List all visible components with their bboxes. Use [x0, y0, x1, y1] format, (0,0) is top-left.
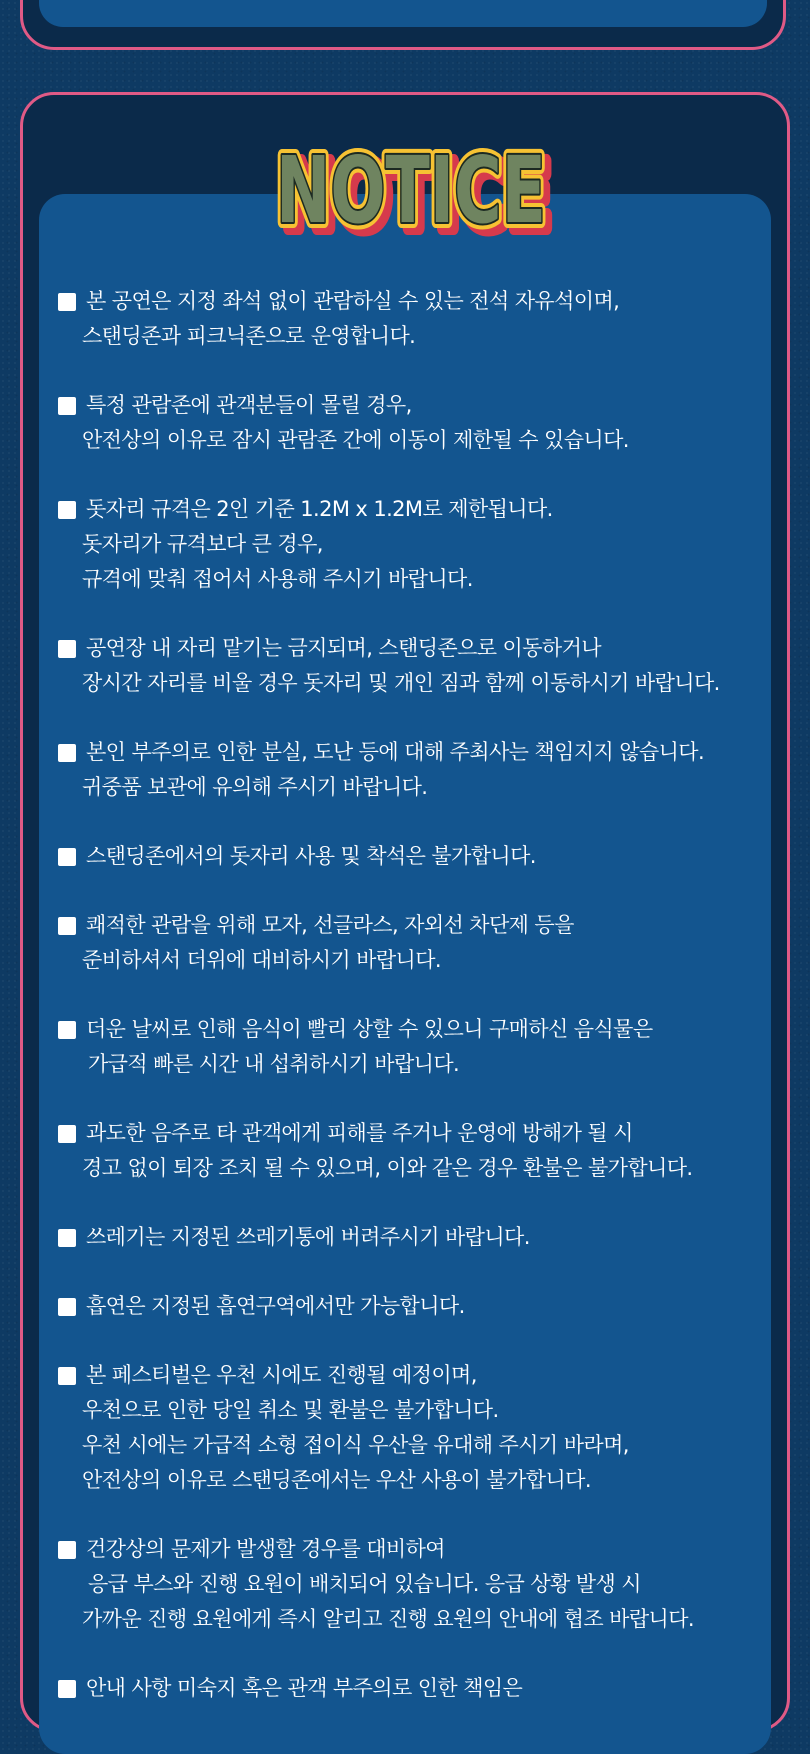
square-bullet-icon	[58, 293, 76, 311]
square-bullet-icon	[58, 1367, 76, 1385]
notice-item	[58, 1220, 778, 1255]
notice-title-shadow: NOTICE	[282, 143, 552, 250]
notice-item	[58, 908, 778, 978]
square-bullet-icon	[58, 1229, 76, 1247]
notice-title-outline: NOTICE	[276, 137, 546, 244]
notice-text-line: 가급적 빠른 시간 내 섭취하시기 바랍니다.	[88, 1052, 460, 1076]
notice-text-line: 규격에 맞춰 접어서 사용해 주시기 바랍니다.	[82, 567, 473, 591]
notice-item	[58, 1012, 778, 1082]
notice-item	[58, 735, 778, 805]
notice-text-line: 우천 시에는 가급적 소형 접이식 우산을 유대해 주시기 바라며,	[82, 1433, 629, 1457]
notice-text-line: 돗자리 규격은 2인 기준 1.2M x 1.2M로 제한됩니다.	[86, 497, 553, 521]
square-bullet-icon	[58, 640, 76, 658]
notice-text-line: 돗자리가 규격보다 큰 경우,	[82, 532, 323, 556]
square-bullet-icon	[58, 501, 76, 519]
notice-list	[58, 284, 778, 1740]
square-bullet-icon	[58, 917, 76, 935]
notice-title-logo	[262, 118, 562, 258]
notice-text-line: 안전상의 이유로 잠시 관람존 간에 이동이 제한될 수 있습니다.	[82, 428, 629, 452]
notice-text-line: 본인 부주의로 인한 분실, 도난 등에 대해 주최사는 책임지지 않습니다.	[86, 740, 705, 764]
notice-text-line: 과도한 음주로 타 관객에게 피해를 주거나 운영에 방해가 될 시	[86, 1121, 633, 1145]
notice-text-line: 장시간 자리를 비울 경우 돗자리 및 개인 짐과 함께 이동하시기 바랍니다.	[82, 671, 720, 695]
notice-item	[58, 1289, 778, 1324]
square-bullet-icon	[58, 1680, 76, 1698]
notice-text-line: 공연장 내 자리 맡기는 금지되며, 스탠딩존으로 이동하거나	[86, 636, 601, 660]
square-bullet-icon	[58, 1125, 76, 1143]
notice-text-line: 가까운 진행 요원에게 즉시 알리고 진행 요원의 안내에 협조 바랍니다.	[82, 1607, 694, 1631]
notice-text-line: 귀중품 보관에 유의해 주시기 바랍니다.	[82, 775, 428, 799]
notice-text-line: 안전상의 이유로 스탠딩존에서는 우산 사용이 불가합니다.	[82, 1468, 591, 1492]
square-bullet-icon	[58, 848, 76, 866]
notice-text-line: 준비하셔서 더위에 대비하시기 바랍니다.	[82, 948, 441, 972]
previous-section-frame	[20, 0, 786, 50]
square-bullet-icon	[58, 1298, 76, 1316]
notice-item	[58, 284, 778, 354]
notice-item	[58, 388, 778, 458]
notice-text-line: 안내 사항 미숙지 혹은 관객 부주의로 인한 책임은	[86, 1676, 523, 1700]
notice-item	[58, 1358, 778, 1498]
notice-item	[58, 1671, 778, 1706]
notice-text-line: 스탠딩존에서의 돗자리 사용 및 착석은 불가합니다.	[86, 844, 536, 868]
notice-text-line: 우천으로 인한 당일 취소 및 환불은 불가합니다.	[82, 1398, 499, 1422]
notice-text-line: 더운 날씨로 인해 음식이 빨리 상할 수 있으니 구매하신 음식물은	[86, 1017, 653, 1041]
square-bullet-icon	[58, 1541, 76, 1559]
square-bullet-icon	[58, 397, 76, 415]
notice-text-line: 경고 없이 퇴장 조치 될 수 있으며, 이와 같은 경우 환불은 불가합니다.	[82, 1156, 693, 1180]
notice-title: NOTICE	[276, 137, 546, 244]
notice-text-line: 본 페스티벌은 우천 시에도 진행될 예정이며,	[86, 1363, 477, 1387]
notice-item	[58, 1532, 778, 1637]
notice-item	[58, 492, 778, 597]
notice-text-line: 응급 부스와 진행 요원이 배치되어 있습니다. 응급 상황 발생 시	[88, 1572, 641, 1596]
notice-item	[58, 1116, 778, 1186]
square-bullet-icon	[58, 1021, 76, 1039]
notice-text-line: 특정 관람존에 관객분들이 몰릴 경우,	[86, 393, 412, 417]
notice-text-line: 본 공연은 지정 좌석 없이 관람하실 수 있는 전석 자유석이며,	[86, 289, 620, 313]
previous-section-panel	[39, 0, 767, 27]
notice-text-line: 흡연은 지정된 흡연구역에서만 가능합니다.	[86, 1294, 465, 1318]
square-bullet-icon	[58, 744, 76, 762]
notice-text-line: 건강상의 문제가 발생할 경우를 대비하여	[86, 1537, 445, 1561]
notice-item	[58, 631, 778, 701]
notice-text-line: 쓰레기는 지정된 쓰레기통에 버려주시기 바랍니다.	[86, 1225, 530, 1249]
notice-item	[58, 839, 778, 874]
notice-text-line: 스탠딩존과 피크닉존으로 운영합니다.	[82, 324, 416, 348]
notice-title-stroke: NOTICE	[276, 137, 546, 244]
notice-text-line: 쾌적한 관람을 위해 모자, 선글라스, 자외선 차단제 등을	[86, 913, 574, 937]
